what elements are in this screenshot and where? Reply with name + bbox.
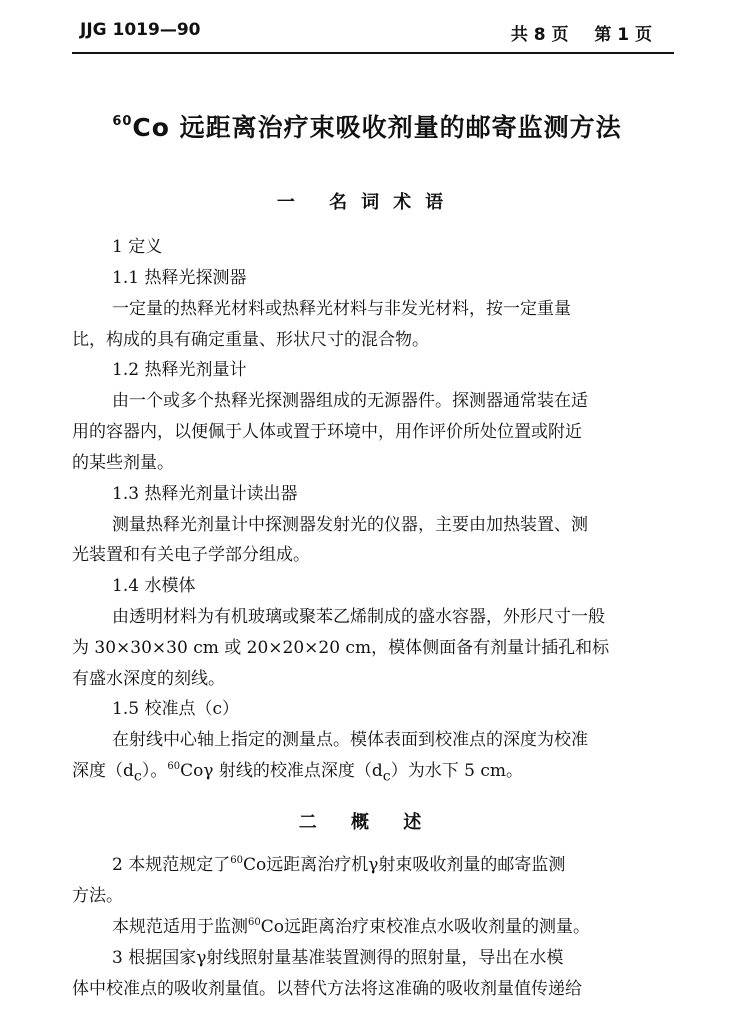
text-line: 1.2 热释光剂量计	[112, 360, 247, 380]
text-line: 为 30×30×30 cm 或 20×20×20 cm，模体侧面备有剂量计插孔和标	[72, 638, 610, 658]
text-fragment: Coγ 射线的校准点深度（d	[180, 761, 383, 781]
text-line: 体中校准点的吸收剂量值。以替代方法将这准确的吸收剂量值传递给	[72, 979, 582, 999]
text-line: 由一个或多个热释光探测器组成的无源器件。探测器通常装在适	[112, 391, 588, 411]
header-rule	[72, 52, 674, 54]
text-line: 由透明材料为有机玻璃或聚苯乙烯制成的盛水容器，外形尺寸一般	[112, 607, 605, 627]
text-fragment: 本规范适用于监测	[112, 917, 248, 937]
standard-number: JJG 1019—90	[80, 20, 201, 40]
text-line: 光装置和有关电子学部分组成。	[72, 545, 310, 565]
section-heading-terms: 一 名词术语	[276, 192, 458, 213]
text-line: 在射线中心轴上指定的测量点。模体表面到校准点的深度为校准	[112, 730, 588, 750]
subscript: c	[133, 768, 142, 785]
text-line: 一定量的热释光材料或热释光材料与非发光材料，按一定重量	[112, 299, 571, 319]
text-line: 用的容器内，以便佩于人体或置于环境中，用作评价所处位置或附近	[72, 422, 582, 442]
page-number: 第 1 页	[594, 25, 652, 45]
text-line: 1.1 热释光探测器	[112, 268, 247, 288]
text-line-calibration-depth	[72, 756, 523, 784]
text-line: 1.4 水模体	[112, 576, 196, 596]
text-fragment: 2 本规范规定了	[112, 855, 231, 875]
text-line: 的某些剂量。	[72, 453, 174, 473]
superscript: 60	[248, 917, 261, 928]
text-fragment: ）。	[141, 761, 168, 781]
total-pages: 共 8 页	[510, 25, 569, 45]
subscript: c	[382, 768, 391, 785]
document-title	[0, 108, 734, 144]
title-superscript: 60	[112, 114, 133, 129]
text-line: 1 定义	[112, 237, 163, 257]
superscript: 60	[167, 761, 181, 772]
text-line: 比，构成的具有确定重量、形状尺寸的混合物。	[72, 330, 429, 350]
page-indicator	[511, 20, 652, 45]
text-line	[112, 850, 565, 875]
text-line: 1.5 校准点（c）	[112, 699, 239, 719]
text-line: 有盛水深度的刻线。	[72, 669, 225, 689]
superscript: 60	[230, 855, 243, 866]
text-line	[112, 912, 590, 937]
text-line: 1.3 热释光剂量计读出器	[112, 484, 298, 504]
text-fragment: Co远距离治疗束校准点水吸收剂量的测量。	[260, 917, 590, 937]
section-heading-overview: 二 概 述	[298, 812, 436, 833]
text-line: 方法。	[72, 886, 123, 906]
text-line: 测量热释光剂量计中探测器发射光的仪器，主要由加热装置、测	[112, 515, 588, 535]
text-fragment: ）为水下 5 cm。	[390, 761, 523, 781]
text-fragment: 深度（d	[72, 761, 134, 781]
text-fragment: Co远距离治疗机γ射束吸收剂量的邮寄监测	[242, 855, 566, 875]
text-line: 3 根据国家γ射线照射量基准装置测得的照射量，导出在水模	[112, 948, 564, 968]
title-text: Co 远距离治疗束吸收剂量的邮寄监测方法	[132, 113, 622, 142]
